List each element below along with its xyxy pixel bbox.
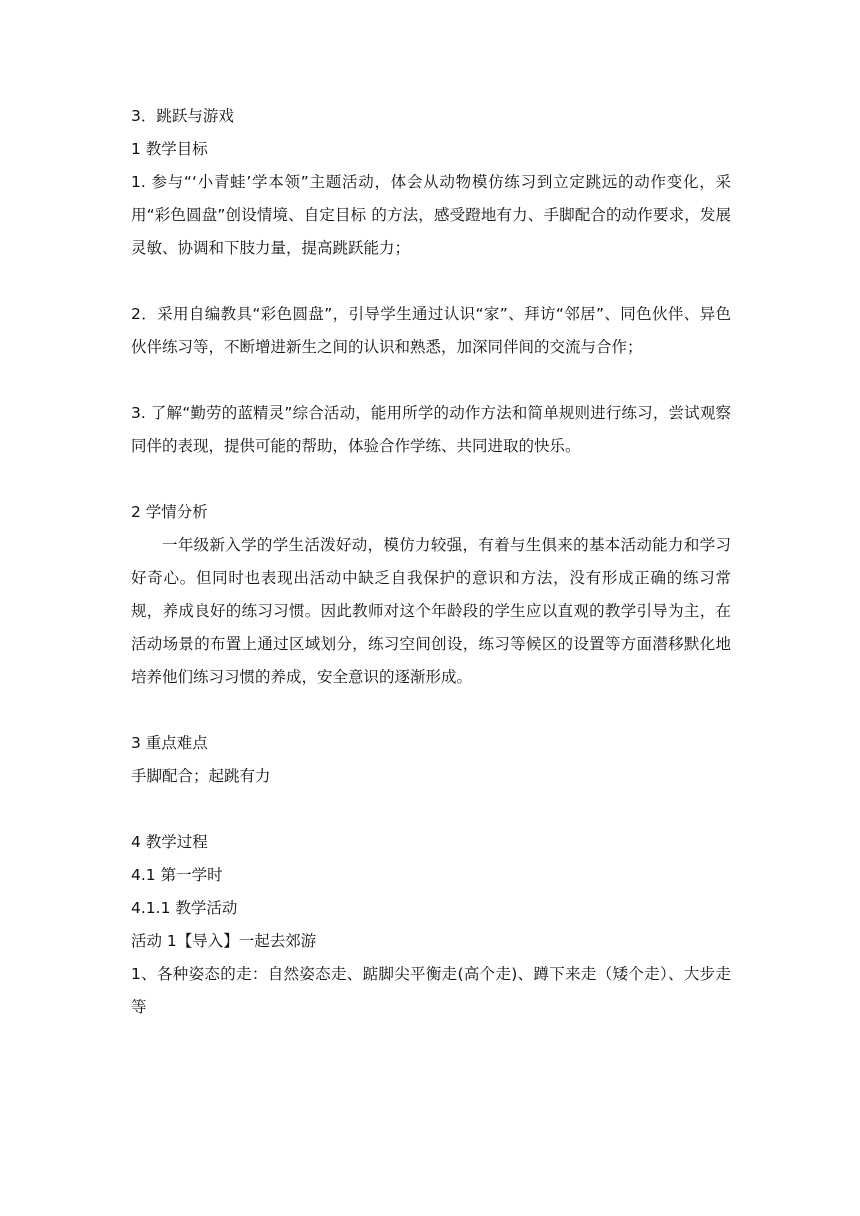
analysis-paragraph: 一年级新入学的学生活泼好动，模仿力较强，有着与生俱来的基本活动能力和学习好奇心。但同时也表现出活动中缺乏自我保护的意识和方法，没有形成正确的练习常规，养成良好的练习习惯。因此教师对这个年龄段的学生应以直观的教学引导为主，在活动场景的布置上通过区域划分，练习空间创设，练习等候区的设置等方面潜移默化地培养他们练习习惯的养成，安全意识的逐渐形成。 (131, 536, 731, 686)
activity-item-1: 1、各种姿态的走：自然姿态走、踮脚尖平衡走(高个走)、蹲下来走（矮个走）、大步走等 (131, 965, 731, 1016)
spacer (131, 793, 731, 826)
spacer (131, 265, 731, 298)
activity-heading: 活动 1【导入】一起去郊游 (131, 932, 317, 950)
key-points-text: 手脚配合；起跳有力 (131, 767, 271, 785)
spacer (131, 364, 731, 397)
objective-item-2: 2．采用自编教具“彩色圆盘”，引导学生通过认识“家”、拜访“邻居”、同色伙伴、异色伙伴练习等，不断增进新生之间的认识和熟悉，加深同伴间的交流与合作； (131, 305, 731, 356)
objective-item-3: 3. 了解“勤劳的蓝精灵”综合活动，能用所学的动作方法和简单规则进行练习，尝试观察同伴的表现，提供可能的帮助，体验合作学练、共同进取的快乐。 (131, 404, 731, 455)
document-page (131, 100, 731, 1024)
section-heading-process: 4 教学过程 (131, 833, 208, 851)
spacer (131, 463, 731, 496)
section-heading-objectives: 1 教学目标 (131, 140, 208, 158)
subsection-teaching-activity: 4.1.1 教学活动 (131, 899, 238, 917)
section-heading-analysis: 2 学情分析 (131, 503, 208, 521)
subsection-first-lesson: 4.1 第一学时 (131, 866, 223, 884)
objective-item-1: 1. 参与“‘小青蛙’学本领”主题活动，体会从动物模仿练习到立定跳远的动作变化，采用“彩色圆盘”创设情境、自定目标 的方法，感受蹬地有力、手脚配合的动作要求，发展灵敏、协调和下肢力量，提高跳跃能力； (131, 173, 731, 257)
document-title: 3．跳跃与游戏 (131, 107, 234, 125)
section-heading-key-points: 3 重点难点 (131, 734, 208, 752)
spacer (131, 694, 731, 727)
